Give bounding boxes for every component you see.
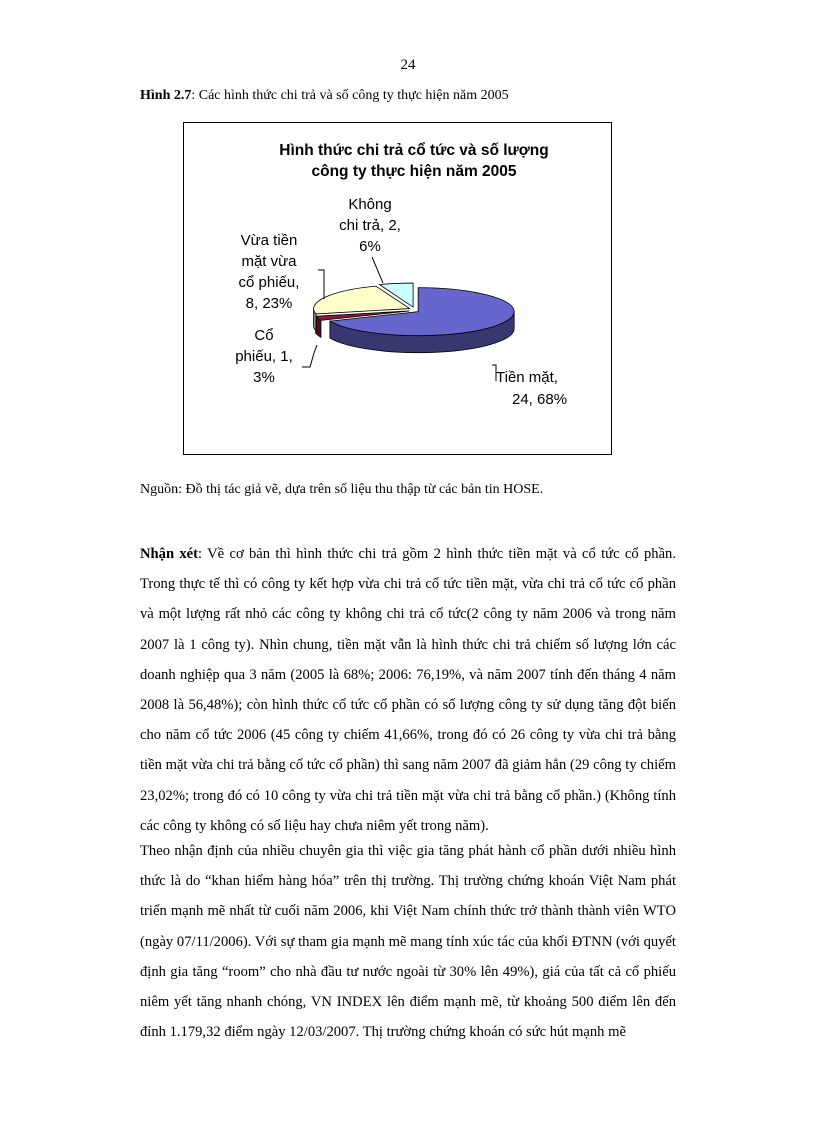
slice-label-co-phieu-line-1: Cổ [254,327,274,344]
slice-label-co-phieu-line-2: phiếu, 1, [235,348,293,365]
leader-line-vua-tien-mat [318,270,324,299]
slice-label-khong-line-1: Không [348,196,392,213]
pie-chart [184,123,611,454]
slice-label-vua-line-2: mặt vừa [241,253,297,270]
page-number: 24 [400,57,416,73]
chart-title-line-1: Hình thức chi trả cổ tức và số lượng [279,142,549,159]
pie-chart-frame [183,122,612,455]
slice-label-vua-line-1: Vừa tiền [240,232,298,249]
slice-label-vua-line-3: cổ phiếu, [238,274,300,291]
slice-label-vua-tien-mat [239,232,300,312]
paragraph-remarks [140,539,676,841]
leader-line-khong-chi-tra [372,257,383,283]
slice-label-tien-mat [496,369,567,408]
remarks-lead: Nhận xét [140,546,199,562]
slice-label-co-phieu [235,327,293,386]
slice-label-tien-mat-line-1: Tiền mặt, [496,369,558,386]
leader-line-co-phieu [302,345,317,367]
figure-caption [140,88,509,104]
figure-label: Hình 2.7 [140,88,192,103]
slice-label-vua-line-4: 8, 23% [245,295,293,312]
paragraph-expert-opinion: Theo nhận định của nhiều chuyên gia thì việc gia tăng phát hành cổ phần dưới nhiều hình thức là do “khan hiếm hàng hóa” trên thị trường. Thị trường chứng khoán Việt Nam phát triển mạnh mẽ nhất từ cuối năm 2006, khi Việt Nam chính thức trở thành thành viên WTO (ngày 07/11/2006). Với sự tham gia mạnh mẽ mang tính xúc tác của khối ĐTNN (với quyết định gia tăng “room” cho nhà đầu tư nước ngoài từ 30% lên 49%), giá của tất cả cổ phiếu niêm yết tăng nhanh chóng, VN INDEX lên điểm mạnh mẽ, từ khoảng 500 điểm lên đến đỉnh 1.179,32 điểm ngày 12/03/2007. Thị trường chứng khoán có sức hút mạnh mẽ [140,843,676,1041]
figure-source: Nguồn: Đồ thị tác giả vẽ, dựa trên số liệu thu thập từ các bản tin HOSE. [140,482,544,497]
slice-label-khong-line-3: 6% [359,238,381,255]
slice-label-khong-line-2: chi trả, 2, [339,217,401,234]
slice-label-khong-chi-tra [339,196,401,255]
chart-title-line-2: công ty thực hiện năm 2005 [311,163,517,180]
slice-label-co-phieu-line-3: 3% [253,369,275,386]
figure-caption-text: : Các hình thức chi trả và số công ty thực hiện năm 2005 [191,88,509,103]
slice-label-tien-mat-line-2: 24, 68% [512,391,568,408]
remarks-text: : Về cơ bản thì hình thức chi trả gồm 2 hình thức tiền mặt và cổ tức cổ phần. Trong thực tế thì có công ty kết hợp vừa chi trả cổ tức tiền mặt, vừa chi trả cổ tức cổ phần và một lượng rất nhỏ các công ty không chi trả cổ tức(2 công ty năm 2006 và trong năm 2007 là 1 công ty). Nhìn chung, tiền mặt vẫn là hình thức chi trả chiếm số lượng lớn các doanh nghiệp qua 3 năm (2005 là 68%; 2006: 76,19%, và năm 2007 tính đến tháng 4 năm 2008 là 56,48%); còn hình thức cổ tức cổ phần có số lượng công ty sử dụng tăng đột biến cho năm cổ tức 2006 (45 công ty chiếm 41,66%, trong đó có 26 công ty vừa chi trả bằng tiền mặt vừa chi trả bằng cổ tức cổ phần) thì sang năm 2007 đã giảm hẳn (29 công ty chiếm 23,02%; trong đó có 10 công ty vừa chi trả tiền mặt vừa chi trả bằng cổ phần.) (Không tính các công ty không có số liệu hay chưa niêm yết trong năm). [140,546,676,834]
